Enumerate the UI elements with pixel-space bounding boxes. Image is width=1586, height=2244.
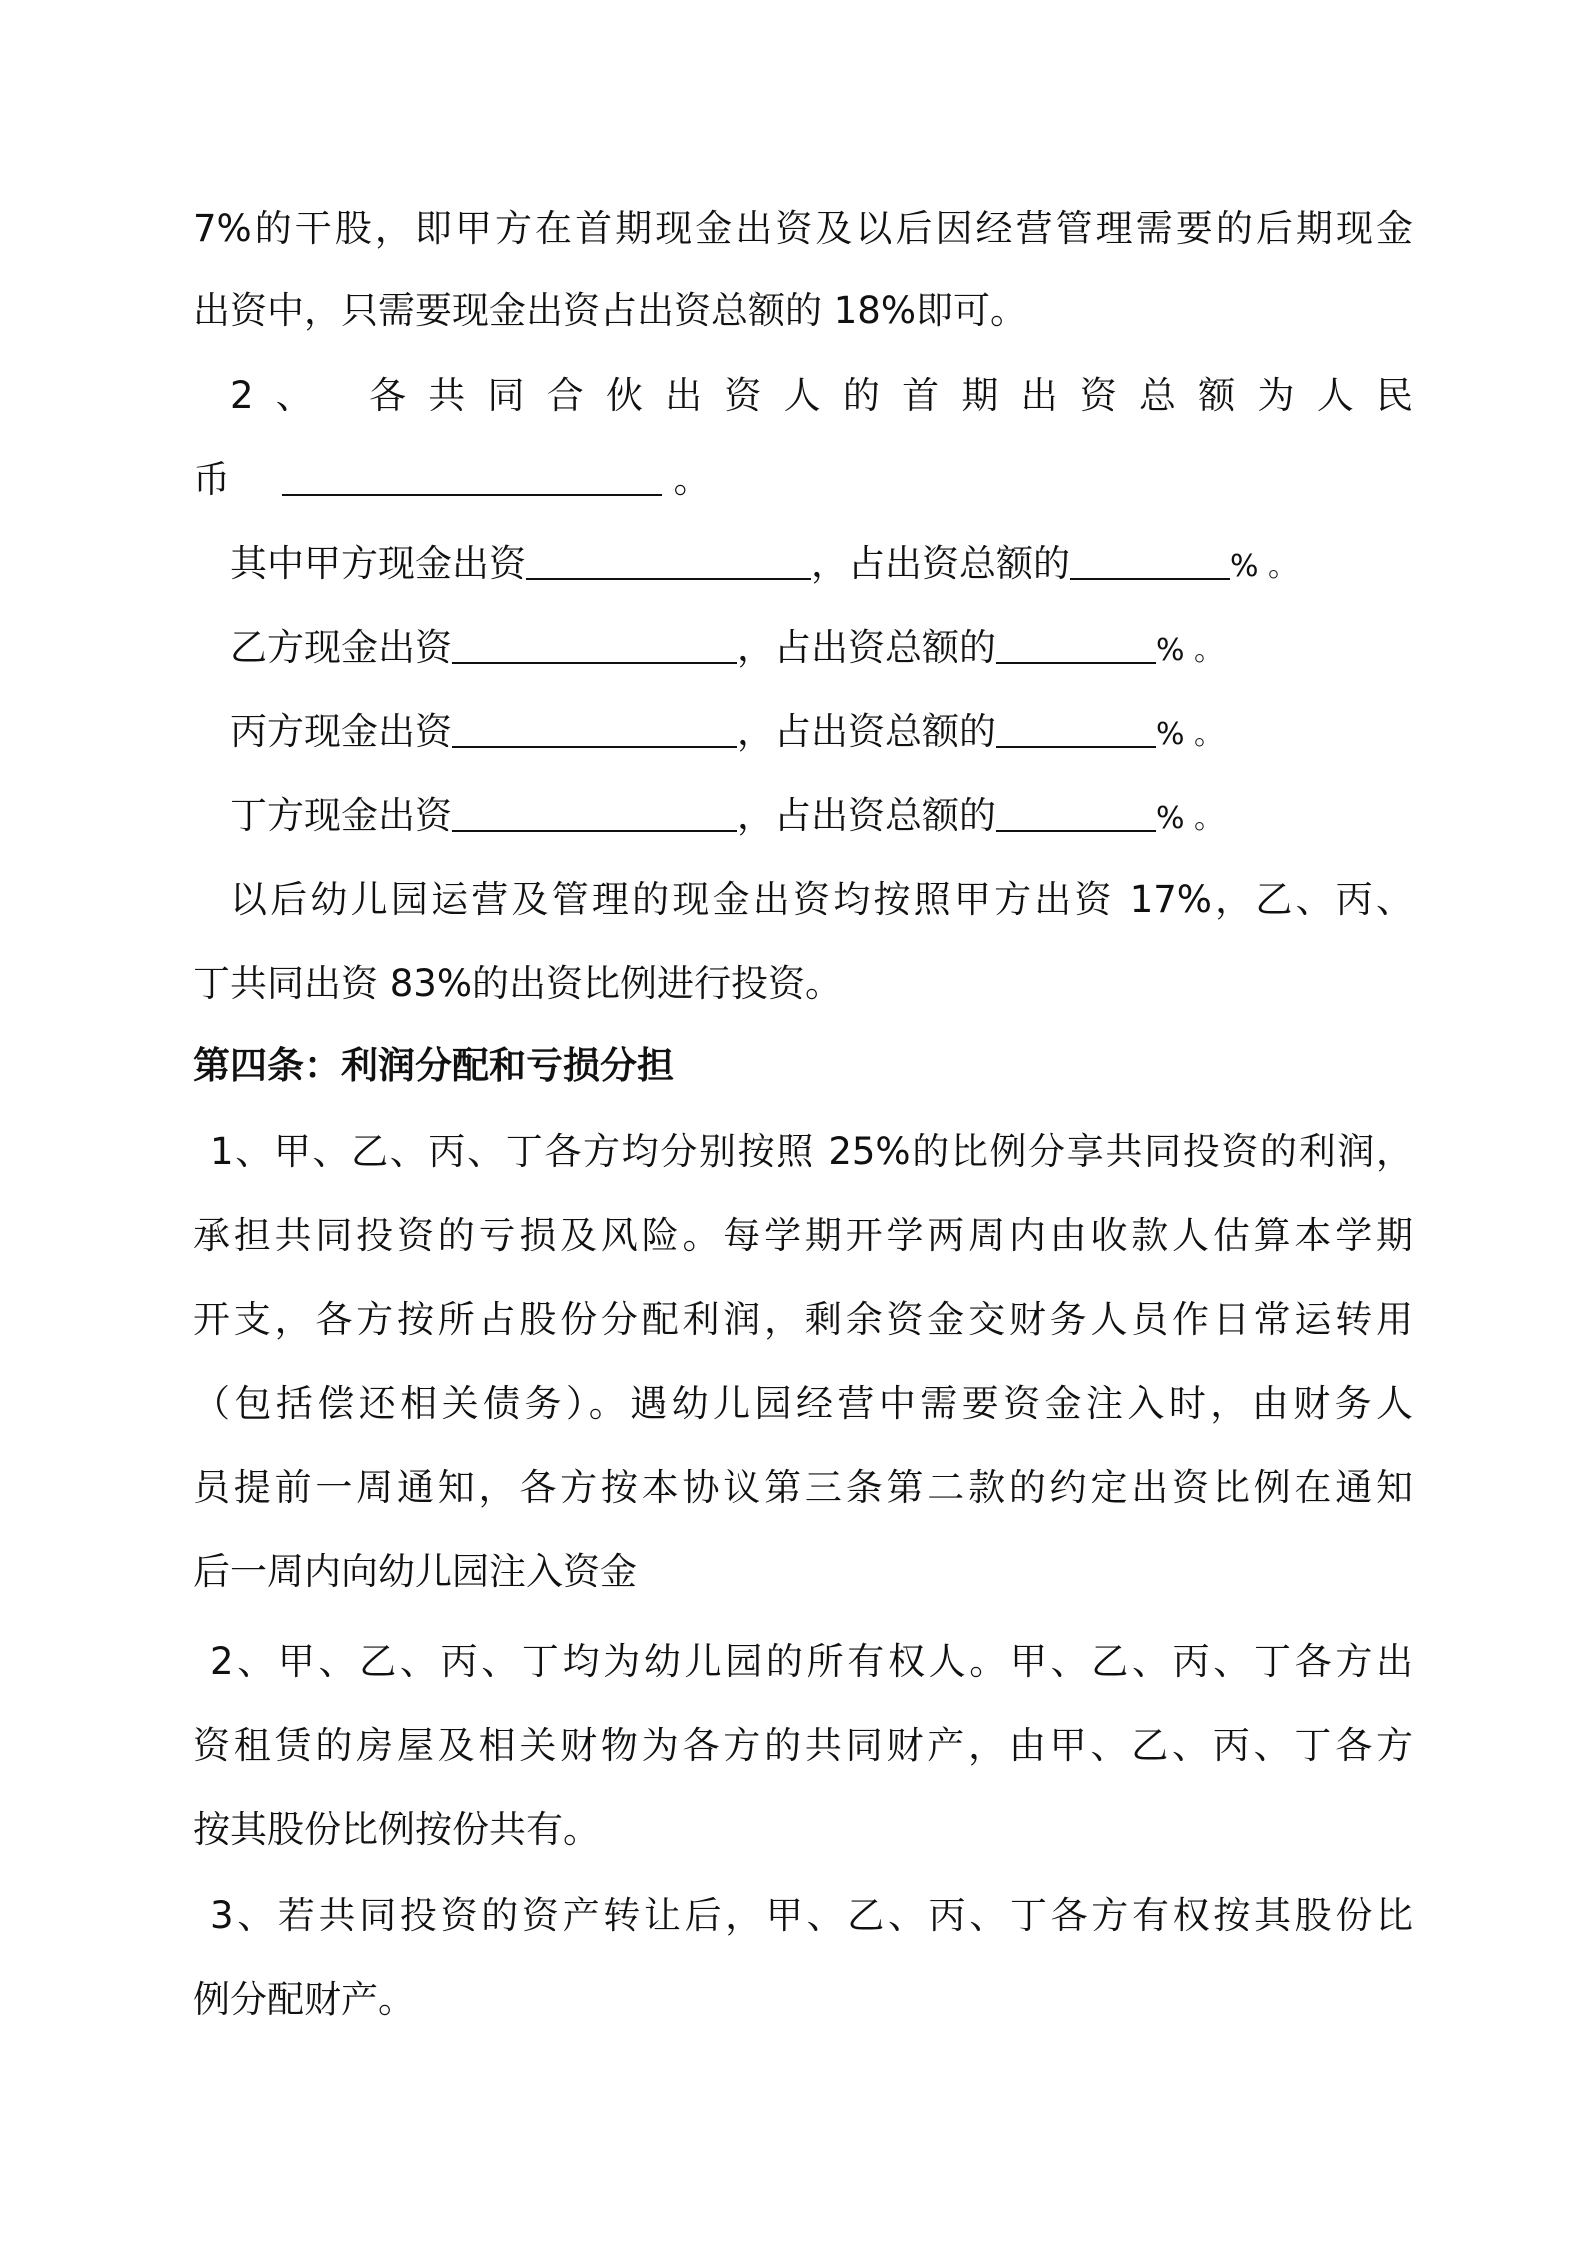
party-d-percent-blank (996, 774, 1156, 832)
party-a-contribution-line (230, 522, 1450, 606)
text-line: 出资中，只需要现金出资占出资总额的 18%即可。 (193, 289, 1027, 332)
text-line: 以后幼儿园运营及管理的现金出资均按照甲方出资 17%，乙、丙、 (230, 878, 1413, 921)
party-b-amount-blank (452, 606, 737, 664)
clause-3-2-amount-line (193, 438, 1413, 522)
text-fragment: ，占出资总额的 (737, 794, 996, 837)
text-fragment: % 。 (1156, 633, 1225, 668)
total-amount-blank (282, 438, 662, 496)
text-fragment: 。 (673, 458, 711, 501)
party-a-amount-blank (526, 522, 811, 580)
section-heading-article-4: 第四条：利润分配和亏损分担 (193, 1044, 674, 1087)
party-c-amount-blank (452, 690, 737, 748)
text-line: 3、若共同投资的资产转让后，甲、乙、丙、丁各方有权按其股份比 (210, 1894, 1413, 1937)
text-fragment: % 。 (1156, 717, 1225, 752)
text-line: 承担共同投资的亏损及风险。每学期开学两周内由收款人估算本学期 (193, 1214, 1413, 1257)
text-fragment: 乙方现金出资 (230, 626, 452, 669)
text-line: 2、甲、乙、丙、丁均为幼儿园的所有权人。甲、乙、丙、丁各方出 (210, 1640, 1413, 1683)
text-fragment: 丙方现金出资 (230, 710, 452, 753)
text-line: 员提前一周通知，各方按本协议第三条第二款的约定出资比例在通知 (193, 1466, 1413, 1509)
clause-3-2-line: 2、 各共同合伙出资人的首期出资总额为人民 (230, 374, 1413, 417)
text-line: 资租赁的房屋及相关财物为各方的共同财产，由甲、乙、丙、丁各方 (193, 1724, 1413, 1767)
party-d-contribution-line (230, 774, 1450, 858)
party-c-contribution-line (230, 690, 1450, 774)
text-line: 后一周内向幼儿园注入资金 (193, 1550, 637, 1593)
party-a-percent-blank (1070, 522, 1230, 580)
text-fragment: % 。 (1230, 549, 1299, 584)
text-line: （包括偿还相关债务）。遇幼儿园经营中需要资金注入时，由财务人 (193, 1382, 1413, 1425)
text-fragment: 币 (193, 458, 230, 501)
text-fragment: ，占出资总额的 (811, 542, 1070, 585)
party-b-contribution-line (230, 606, 1450, 690)
text-fragment: 丁方现金出资 (230, 794, 452, 837)
text-line: 丁共同出资 83%的出资比例进行投资。 (193, 962, 842, 1005)
party-b-percent-blank (996, 606, 1156, 664)
text-fragment: ，占出资总额的 (737, 626, 996, 669)
text-line: 例分配财产。 (193, 1978, 415, 2021)
text-fragment: ，占出资总额的 (737, 710, 996, 753)
party-c-percent-blank (996, 690, 1156, 748)
text-line: 7%的干股，即甲方在首期现金出资及以后因经营管理需要的后期现金 (193, 207, 1413, 250)
text-line: 按其股份比例按份共有。 (193, 1808, 600, 1851)
text-fragment: % 。 (1156, 801, 1225, 836)
text-line: 1、甲、乙、丙、丁各方均分别按照 25%的比例分享共同投资的利润， (210, 1130, 1413, 1173)
text-line: 开支，各方按所占股份分配利润，剩余资金交财务人员作日常运转用 (193, 1298, 1413, 1341)
party-d-amount-blank (452, 774, 737, 832)
text-fragment: 其中甲方现金出资 (230, 542, 526, 585)
